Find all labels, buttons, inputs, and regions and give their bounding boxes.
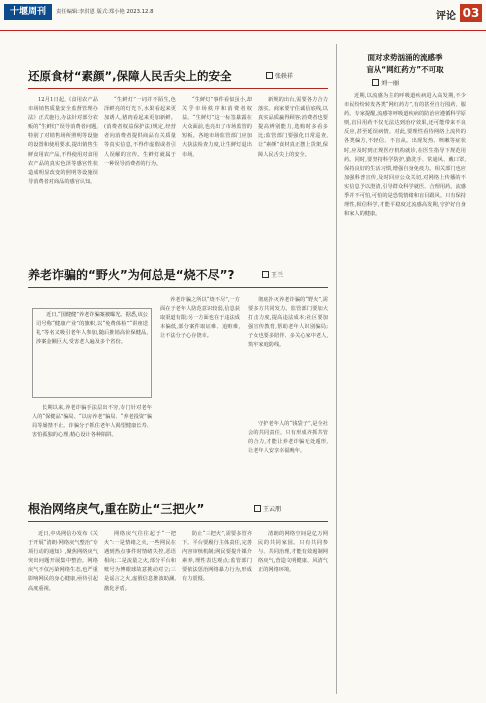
article-1-rule: [28, 88, 328, 89]
article-1-col-3: “生鲜灯”事件看似虽小,却关乎市场秩序和消费者权益。“生鲜灯”这一标签暴露在大众面前,也亮出了市场监管的短板。各地市场监管部门应加大执法检查力度,让生鲜灯退出市场。: [182, 97, 252, 158]
sidebar-headline-line-1: 面对求势汹涌的流感季: [367, 53, 443, 62]
sidebar-author: 刘一丽: [381, 80, 400, 87]
article-3-col-2: 网络戾气往往起于“一把火”:一是情绪之火,一些网民在遇到热点事件时情绪失控,恶语相向;二是流量之火,部分平台和账号为博眼球故意挑动对立;三是谣言之火,虚假信息推波助澜,激化矛盾。: [104, 531, 176, 592]
article-2-col-1: 长期以来,养老诈骗手法层出不穷,专门针对老年人的“保健品”骗局、“以房养老”骗局、“养老投资”骗局等屡禁不止。诈骗分子抓住老年人渴望健康长寿、害怕孤独的心理,精心设计各种陷阱。: [32, 405, 152, 439]
byline-box-icon: [372, 79, 379, 86]
byline-box-icon: [262, 271, 269, 278]
article-3-byline: [254, 504, 281, 513]
article-2-col-3: 彻底扑灭养老诈骗的“野火”,需要多方共同发力。监管部门要加大打击力度,提高违法成本;社区要加强宣传教育,帮助老年人识别骗局;子女也要多陪伴、多关心家中老人,筑牢家庭防线。: [248, 297, 328, 349]
article-3-rule: [28, 521, 328, 522]
article-1-byline: [266, 71, 293, 80]
article-2-headline: 养老诈骗的“野火”为何总是“烧不尽”?: [28, 268, 235, 282]
article-3-col-1: 近日,中央网信办发布《关于开展“清朗·网络戾气整治”专项行动的通知》,聚焦网络戾气突出问题开展集中整治。网络戾气不仅污染网络生态,也严重影响网民的身心健康,亟待引起高度重视。: [28, 531, 98, 592]
section-title: 评论: [436, 11, 456, 22]
article-2-col-4: 守护老年人的“钱袋子”,是全社会的共同责任。只有形成齐抓共管的合力,才能让养老诈骗无处遁形,让老年人安享幸福晚年。: [248, 421, 328, 455]
article-2-intro-box: 近日,“国健健”养老诈骗案被曝光。据悉,该公司号称“健康产业”的旗帜,以“免费体检”“讲座送礼”等名义吸引老年人参加,随后推销高价保健品,涉案金额巨大,受害老人遍及多个省份。: [32, 308, 152, 398]
article-1-author: 张轶祥: [275, 73, 294, 80]
article-3-headline: 根治网络戾气,重在防止“三把火”: [28, 502, 205, 516]
page-number: 03: [460, 4, 482, 22]
sidebar-body: 近期,以流感为主的呼吸道疾病进入高发期,不少市民纷纷转发各类“网红药方”,有的甚至自行囤药、服药。专家提醒,流感等呼吸道疾病的防治应遵循科学原则,盲目用药不仅无法达到治疗效果,还可能带来不良反应,甚至延误病情。对此,要理性看待网络上流传的各类偏方,不轻信、不盲从。出现发热、咳嗽等症状时,应及时到正规医疗机构就诊,在医生指导下规范用药。同时,要坚持科学防护,勤洗手、常通风、戴口罩,保持良好的生活习惯,增强自身免疫力。相关部门也应加强科普宣传,及时回应公众关切,对网络上传播的不实信息予以澄清,引导群众科学就医、合理用药。流感季并不可怕,可怕的是恐慌情绪和盲目跟风。只有保持理性,相信科学,才能平稳度过流感高发期,守护好自身和家人的健康。: [344, 93, 466, 218]
article-3-col-3: 防止“三把火”,需要多管齐下。平台要履行主体责任,完善内容审核机制;网民要提升媒介素养,理性表达观点;监管部门要依法惩治网络暴力行为,形成有力震慑。: [182, 531, 252, 583]
column-divider: [336, 44, 337, 694]
article-1-col-4: 新规的出台,需要各方合力落实。商家要守住诚信底线,以真实品质赢得顾客;消费者也要提高辨别能力,选购时多看多比;监管部门要强化日常巡查,让“素颜”食材真正摆上货架,保障人民舌尖上的安全。: [258, 97, 328, 158]
byline-box-icon: [254, 505, 261, 512]
newspaper-logo: 十堰周刊: [4, 4, 52, 20]
article-1-col-2: “生鲜灯”一词并不陌生,色泽鲜亮的灯光下,水果看起来更加诱人,猪肉看起来更加新鲜。(消费者权益保护法)规定,经营者向消费者提供商品有关质量等真实信息,不得作虚假或者引人误解的宣传。生鲜灯就属于一种误导消费者的行为。: [104, 97, 176, 167]
article-2-col-2: 养老诈骗之所以“烧不尽”,一方面在于老年人防范意识较弱,信息获取渠道有限;另一方面也在于违法成本偏低,部分案件取证难、追赃难,让不法分子心存侥幸。: [160, 297, 240, 340]
masthead: [0, 0, 486, 31]
byline-box-icon: [266, 72, 273, 79]
article-2-byline: [262, 270, 283, 279]
article-3-author: 王云朋: [263, 506, 282, 513]
article-1-col-1: 12月1日起,《食用农产品市场销售质量安全监督管理办法》正式施行,办法针对部分农贩的“生鲜灯”误导消费者问题,特别了对销售场所照明等设施的设置和使用要求,提出销售生鲜食用农产品,不得使用对食用农产品的真实色泽等感官性状造成明显改变的照明等设施误导消费者对商品的感官认知。: [28, 97, 98, 185]
editor-credits: 责任编辑:李洪恩 版式:郑小艳 2023.12.8: [56, 9, 154, 15]
article-3-col-4: 清朗的网络空间是亿万网民的共同家园。只有共同参与、共同治理,才能有效遏制网络戾气,营造文明健康、风清气正的网络环境。: [258, 531, 328, 574]
article-1-headline: 还原食材“素颜”,保障人民舌尖上的安全: [28, 69, 232, 83]
article-2-rule: [28, 287, 328, 288]
sidebar-byline: [372, 78, 399, 87]
article-2-author: 王兰: [271, 272, 284, 279]
sidebar-headline-line-2: 盲从“网红药方”不可取: [366, 65, 444, 74]
